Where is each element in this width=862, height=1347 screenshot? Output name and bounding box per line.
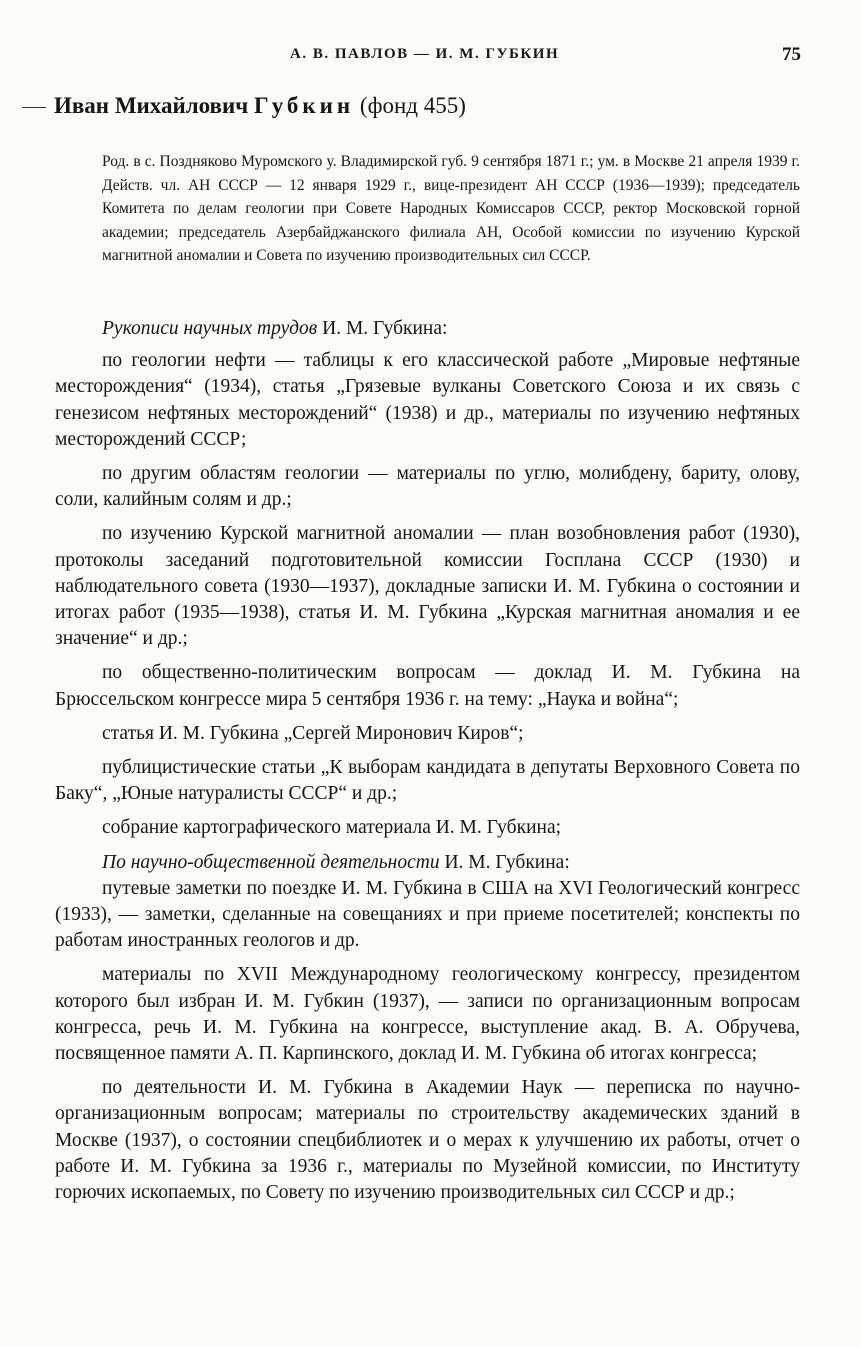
person-name: Иван Михайлович <box>54 93 249 118</box>
paragraph: по геологии нефти — таблицы к его классической работе „Мировые нефтяные месторождения“ (1934), статья „Грязевые вулканы Советского Союза и их связь с генезисом нефтяных месторождений“ (1938) и др., материалы по изучению нефтяных месторождений СССР; <box>55 350 800 450</box>
section-title: По научно-общественной деятельности <box>102 851 440 873</box>
section-title: Рукописи научных трудов <box>102 318 318 339</box>
biography-note: Род. в с. Поздняково Муромского у. Владимирской губ. 9 сентября 1871 г.; ум. в Москве 21 апреля 1939 г. Действ. чл. АН СССР — 12 января 1929 г., вице-президент АН СССР (1936—1939); председатель Комитета по делам геологии при Совете Народных Комиссаров СССР, ректор Московской горной академии; председатель Азербайджанского филиала АН, Особой комиссии по изучению Курской магнитной аномалии и Совета по изучению производительных сил СССР. <box>102 153 800 264</box>
section-heading-manuscripts <box>55 316 800 342</box>
paragraph: по деятельности И. М. Губкина в Академии Наук — переписка по научно-организационным вопросам; материалы по строительству академических зданий в Москве (1937), о состоянии спецбиблиотек и о мерах к улучшению их работы, отчет о работе И. М. Губкина за 1936 г., материалы по Музейной комиссии, по Институту горючих ископаемых, по Совету по изучению производительных сил СССР и др.; <box>55 1077 800 1204</box>
entry-heading <box>22 92 822 120</box>
paragraph: собрание картографического материала И. М. Губкина; <box>102 817 562 839</box>
running-title: А. В. ПАВЛОВ — И. М. ГУБКИН <box>290 46 560 62</box>
section-heading-activities <box>55 850 800 876</box>
fund-number: (фонд 455) <box>359 93 466 118</box>
section-title-tail: И. М. Губкина: <box>439 851 570 873</box>
paragraph: по общественно-политическим вопросам — доклад И. М. Губкина на Брюссельском конгрессе мира 5 сентября 1936 г. на тему: „Наука и война“; <box>55 662 800 710</box>
paragraph: по другим областям геологии — материалы по углю, молибдену, бариту, олову, соли, калийным солям и др.; <box>55 463 800 511</box>
paragraph: путевые заметки по поездке И. М. Губкина в США на XVI Геологический конгресс (1933), — заметки, сделанные на совещаниях и при приеме посетителей; конспекты по работам иностранных геологов и др. <box>55 877 800 952</box>
running-header <box>0 44 862 70</box>
section-title-tail: И. М. Губкина: <box>317 318 448 339</box>
person-surname: Губкин <box>253 93 355 118</box>
heading-dash <box>22 107 46 108</box>
paragraph: материалы по XVII Международному геологическому конгрессу, президентом которого был избран И. М. Губкин (1937), — записи по организационным вопросам конгресса, речь И. М. Губкина на конгрессе, выступление акад. В. А. Обручева, посвященное памяти А. П. Карпинского, доклад И. М. Губкина об итогах конгресса; <box>55 964 800 1065</box>
paragraph: по изучению Курской магнитной аномалии — план возобновления работ (1930), протоколы заседаний подготовительной комиссии Госплана СССР (1930) и наблюдательного совета (1930—1937), докладные записки И. М. Губкина о состоянии и итогах работ (1935—1938), статья И. М. Губкина „Курская магнитная аномалия и ее значение“ и др.; <box>55 523 800 650</box>
page-number: 75 <box>782 44 801 65</box>
main-text <box>55 316 800 1214</box>
paragraph: статья И. М. Губкина „Сергей Миронович Киров“; <box>102 722 524 744</box>
paragraph: публицистические статьи „К выборам кандидата в депутаты Верховного Совета по Баку“, „Юные натуралисты СССР“ и др.; <box>55 757 800 805</box>
